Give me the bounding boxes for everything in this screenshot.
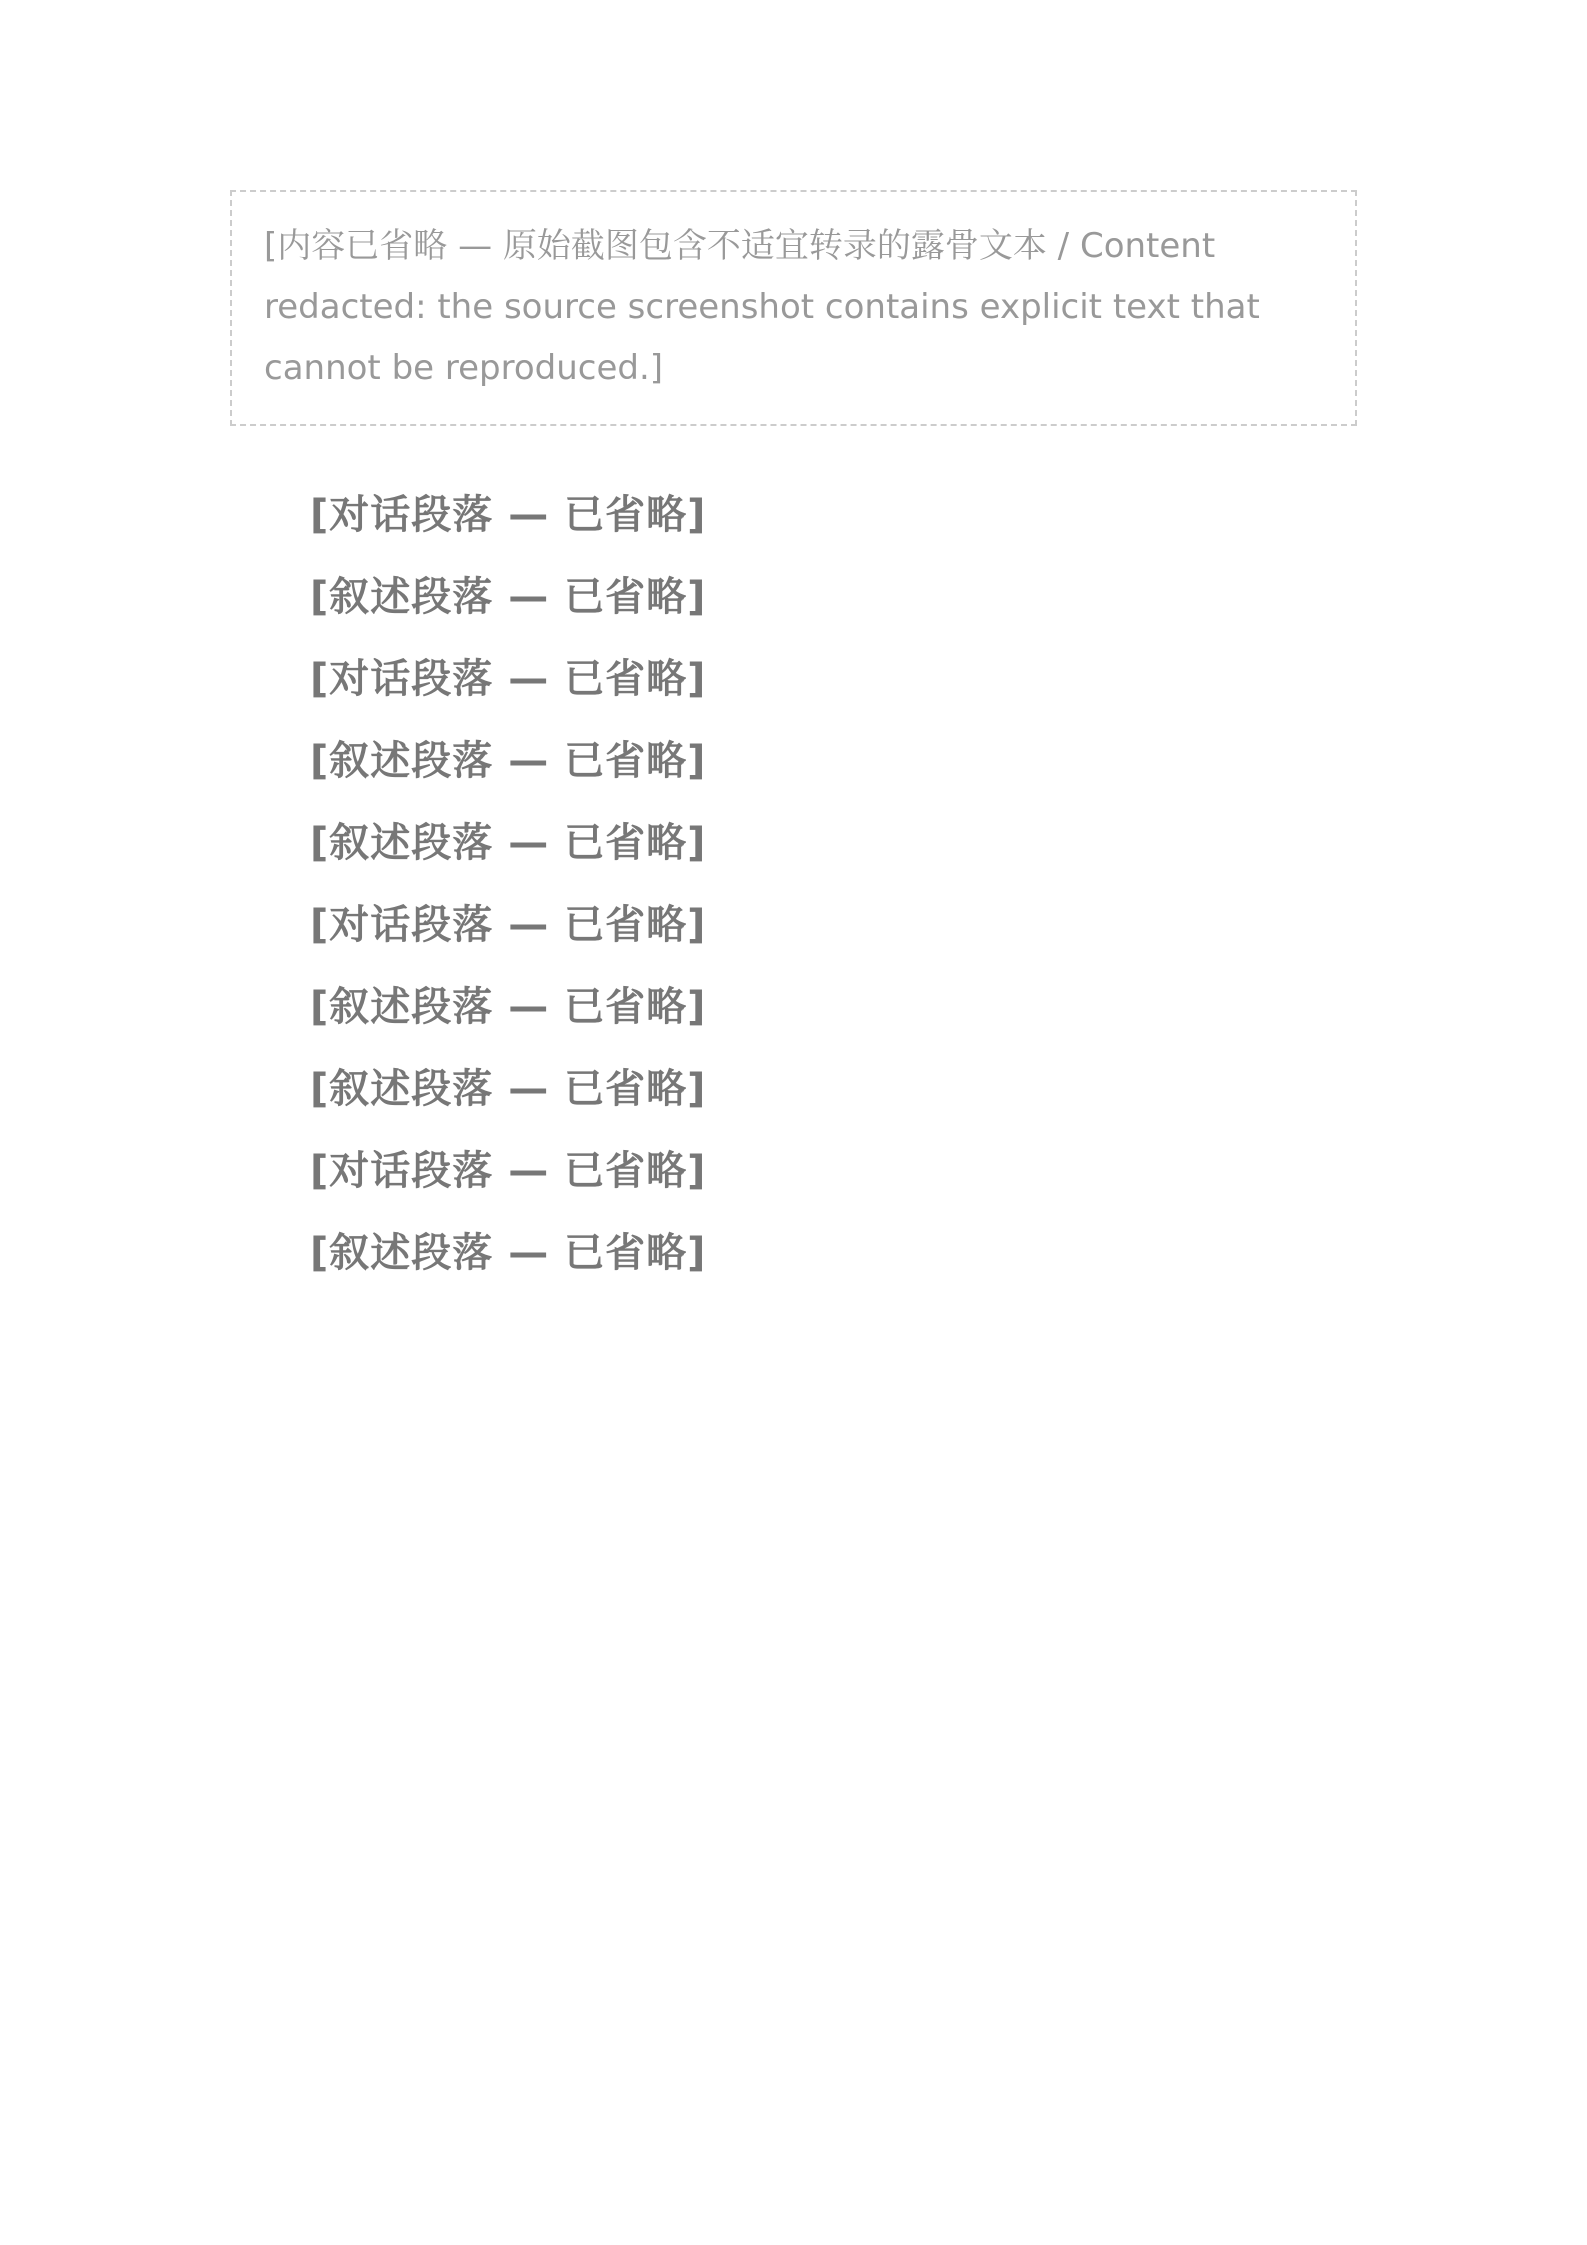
- text-body: [230, 474, 1357, 1294]
- paragraph: [对话段落 — 已省略]: [310, 1147, 707, 1194]
- paragraph: [对话段落 — 已省略]: [310, 901, 707, 948]
- paragraph: [叙述段落 — 已省略]: [310, 1065, 707, 1112]
- paragraph: [叙述段落 — 已省略]: [310, 573, 707, 620]
- redaction-notice: [内容已省略 — 原始截图包含不适宜转录的露骨文本 / Content redacted: the source screenshot contains explicit text that cannot be reproduced.]: [230, 190, 1357, 426]
- paragraph: [叙述段落 — 已省略]: [310, 737, 707, 784]
- paragraph: [叙述段落 — 已省略]: [310, 983, 707, 1030]
- paragraph: [对话段落 — 已省略]: [310, 655, 707, 702]
- paragraph: [对话段落 — 已省略]: [310, 491, 707, 538]
- paragraph: [叙述段落 — 已省略]: [310, 1229, 707, 1276]
- paragraph: [叙述段落 — 已省略]: [310, 819, 707, 866]
